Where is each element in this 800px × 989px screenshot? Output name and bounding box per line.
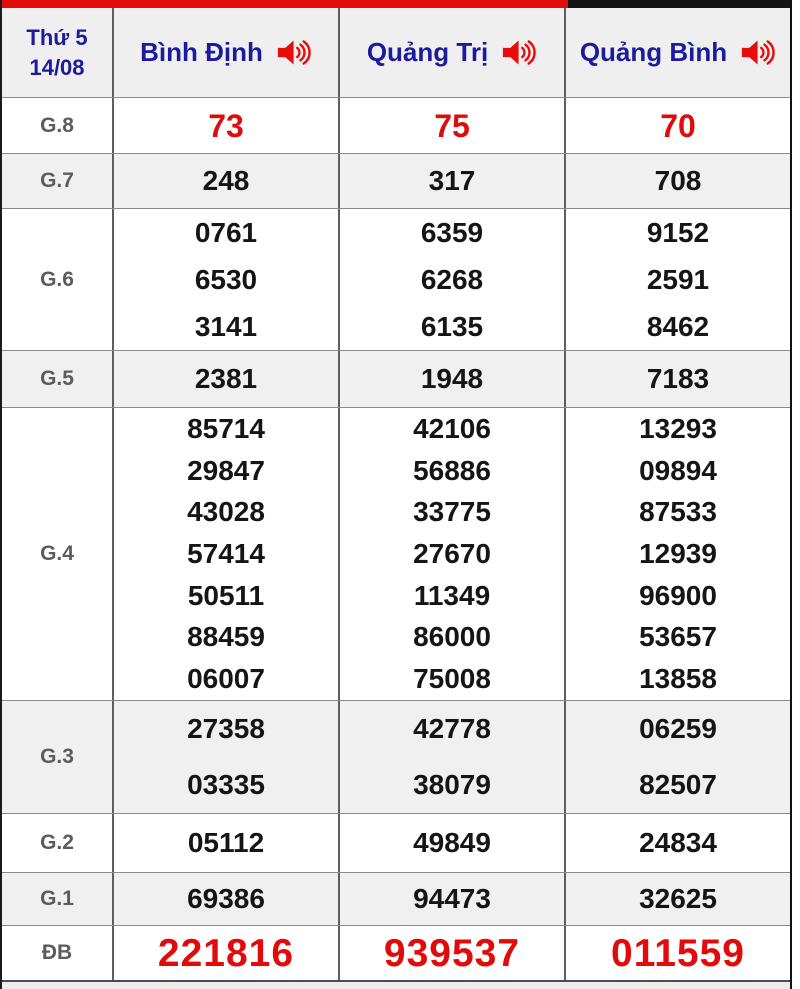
result-number: 42106	[413, 412, 491, 444]
result-cell	[564, 814, 790, 872]
result-number: 7183	[646, 363, 710, 394]
result-cell	[564, 351, 790, 407]
result-number: 50511	[187, 579, 265, 611]
result-number: 73	[208, 107, 244, 144]
draw-date-label: 14/08	[29, 54, 85, 80]
result-number: 94473	[413, 883, 491, 914]
result-number: 29847	[187, 454, 265, 486]
top-bar-black-segment	[568, 0, 790, 8]
result-number: 12939	[639, 537, 717, 569]
result-number: 75008	[413, 663, 491, 695]
result-number: 3141	[194, 310, 258, 342]
speaker-icon[interactable]	[502, 38, 537, 67]
result-cell	[112, 408, 338, 700]
result-number: 69386	[187, 883, 265, 914]
prize-row-g1	[2, 872, 790, 925]
prize-rows	[2, 97, 790, 980]
result-number: 317	[428, 165, 476, 196]
result-cell	[338, 154, 564, 208]
top-bar-red-segment	[2, 0, 568, 8]
result-number: 6135	[420, 310, 484, 342]
result-number: 70	[660, 107, 696, 144]
result-number: 09894	[639, 454, 717, 486]
result-cell	[338, 408, 564, 700]
prize-label: G.2	[40, 831, 74, 854]
result-cell	[564, 873, 790, 925]
result-number: 06007	[187, 663, 265, 695]
result-number: 13293	[639, 412, 717, 444]
result-number: 06259	[639, 713, 717, 744]
result-number: 939537	[383, 931, 521, 975]
result-cell	[112, 351, 338, 407]
result-cell	[112, 814, 338, 872]
result-cell	[564, 701, 790, 813]
result-cell	[564, 98, 790, 153]
draw-day-label: Thứ 5	[26, 24, 88, 50]
result-number: 49849	[413, 827, 491, 858]
result-cell	[112, 98, 338, 153]
result-cell	[112, 926, 338, 980]
result-number: 88459	[187, 621, 265, 653]
result-cell	[338, 873, 564, 925]
province-header-1	[112, 8, 338, 97]
result-number: 86000	[413, 621, 491, 653]
result-cell	[112, 154, 338, 208]
prize-label: G.6	[40, 267, 74, 291]
result-cell	[564, 926, 790, 980]
result-number: 2591	[646, 263, 710, 295]
result-number: 6268	[420, 263, 484, 295]
result-number: 42778	[413, 713, 491, 744]
result-cell	[338, 701, 564, 813]
result-cell	[338, 351, 564, 407]
result-cell	[112, 209, 338, 350]
prize-label: G.7	[40, 169, 74, 192]
prize-row-g5	[2, 350, 790, 407]
result-number: 87533	[639, 496, 717, 528]
result-number: 0761	[194, 216, 258, 248]
result-number: 11349	[413, 579, 491, 611]
result-cell	[338, 814, 564, 872]
result-cell	[564, 154, 790, 208]
result-number: 1948	[420, 363, 484, 394]
speaker-icon[interactable]	[741, 38, 776, 67]
province-header-3	[564, 8, 790, 97]
result-number: 85714	[187, 412, 265, 444]
draw-date-cell	[2, 8, 112, 97]
prize-row-g3	[2, 700, 790, 813]
prize-row-g2	[2, 813, 790, 872]
result-number: 27670	[413, 537, 491, 569]
result-number: 2381	[194, 363, 258, 394]
result-number: 38079	[413, 769, 491, 800]
result-number: 57414	[187, 537, 265, 569]
top-accent-bar	[2, 0, 790, 8]
result-cell	[112, 701, 338, 813]
prize-label: G.3	[40, 745, 74, 768]
province-name: Quảng Trị	[366, 37, 489, 67]
province-header-2	[338, 8, 564, 97]
result-number: 13858	[639, 663, 717, 695]
result-number: 9152	[646, 216, 710, 248]
table-header-row	[2, 8, 790, 97]
prize-label: G.8	[40, 113, 74, 137]
result-number: 33775	[413, 496, 491, 528]
result-number: 75	[434, 107, 470, 144]
result-number: 53657	[639, 621, 717, 653]
result-number: 6359	[420, 216, 484, 248]
speaker-icon[interactable]	[277, 38, 312, 67]
result-cell	[564, 408, 790, 700]
result-number: 82507	[639, 769, 717, 800]
result-number: 43028	[187, 496, 265, 528]
result-number: 56886	[413, 454, 491, 486]
result-number: 24834	[639, 827, 717, 858]
prize-label: G.1	[40, 887, 74, 910]
province-name: Quảng Bình	[579, 37, 728, 67]
result-number: 32625	[639, 883, 717, 914]
result-number: 27358	[187, 713, 265, 744]
prize-label: G.4	[40, 542, 74, 565]
prize-row-g8	[2, 97, 790, 153]
prize-row-g7	[2, 153, 790, 208]
result-cell	[112, 873, 338, 925]
next-row-partial	[2, 980, 790, 989]
result-number: 8462	[646, 310, 710, 342]
result-number: 6530	[194, 263, 258, 295]
result-number: 96900	[639, 579, 717, 611]
result-cell	[338, 209, 564, 350]
prize-row-g4	[2, 407, 790, 700]
result-cell	[338, 926, 564, 980]
result-number: 05112	[187, 827, 265, 858]
result-number: 03335	[187, 769, 265, 800]
province-name: Bình Định	[140, 37, 263, 67]
prize-row-db	[2, 925, 790, 980]
result-number: 708	[654, 165, 702, 196]
prize-row-g6	[2, 208, 790, 350]
prize-label: G.5	[40, 367, 74, 390]
prize-label: ĐB	[41, 941, 73, 964]
result-number: 248	[202, 165, 250, 196]
result-cell	[564, 209, 790, 350]
result-cell	[338, 98, 564, 153]
result-number: 221816	[157, 931, 295, 975]
result-number: 011559	[611, 931, 745, 975]
